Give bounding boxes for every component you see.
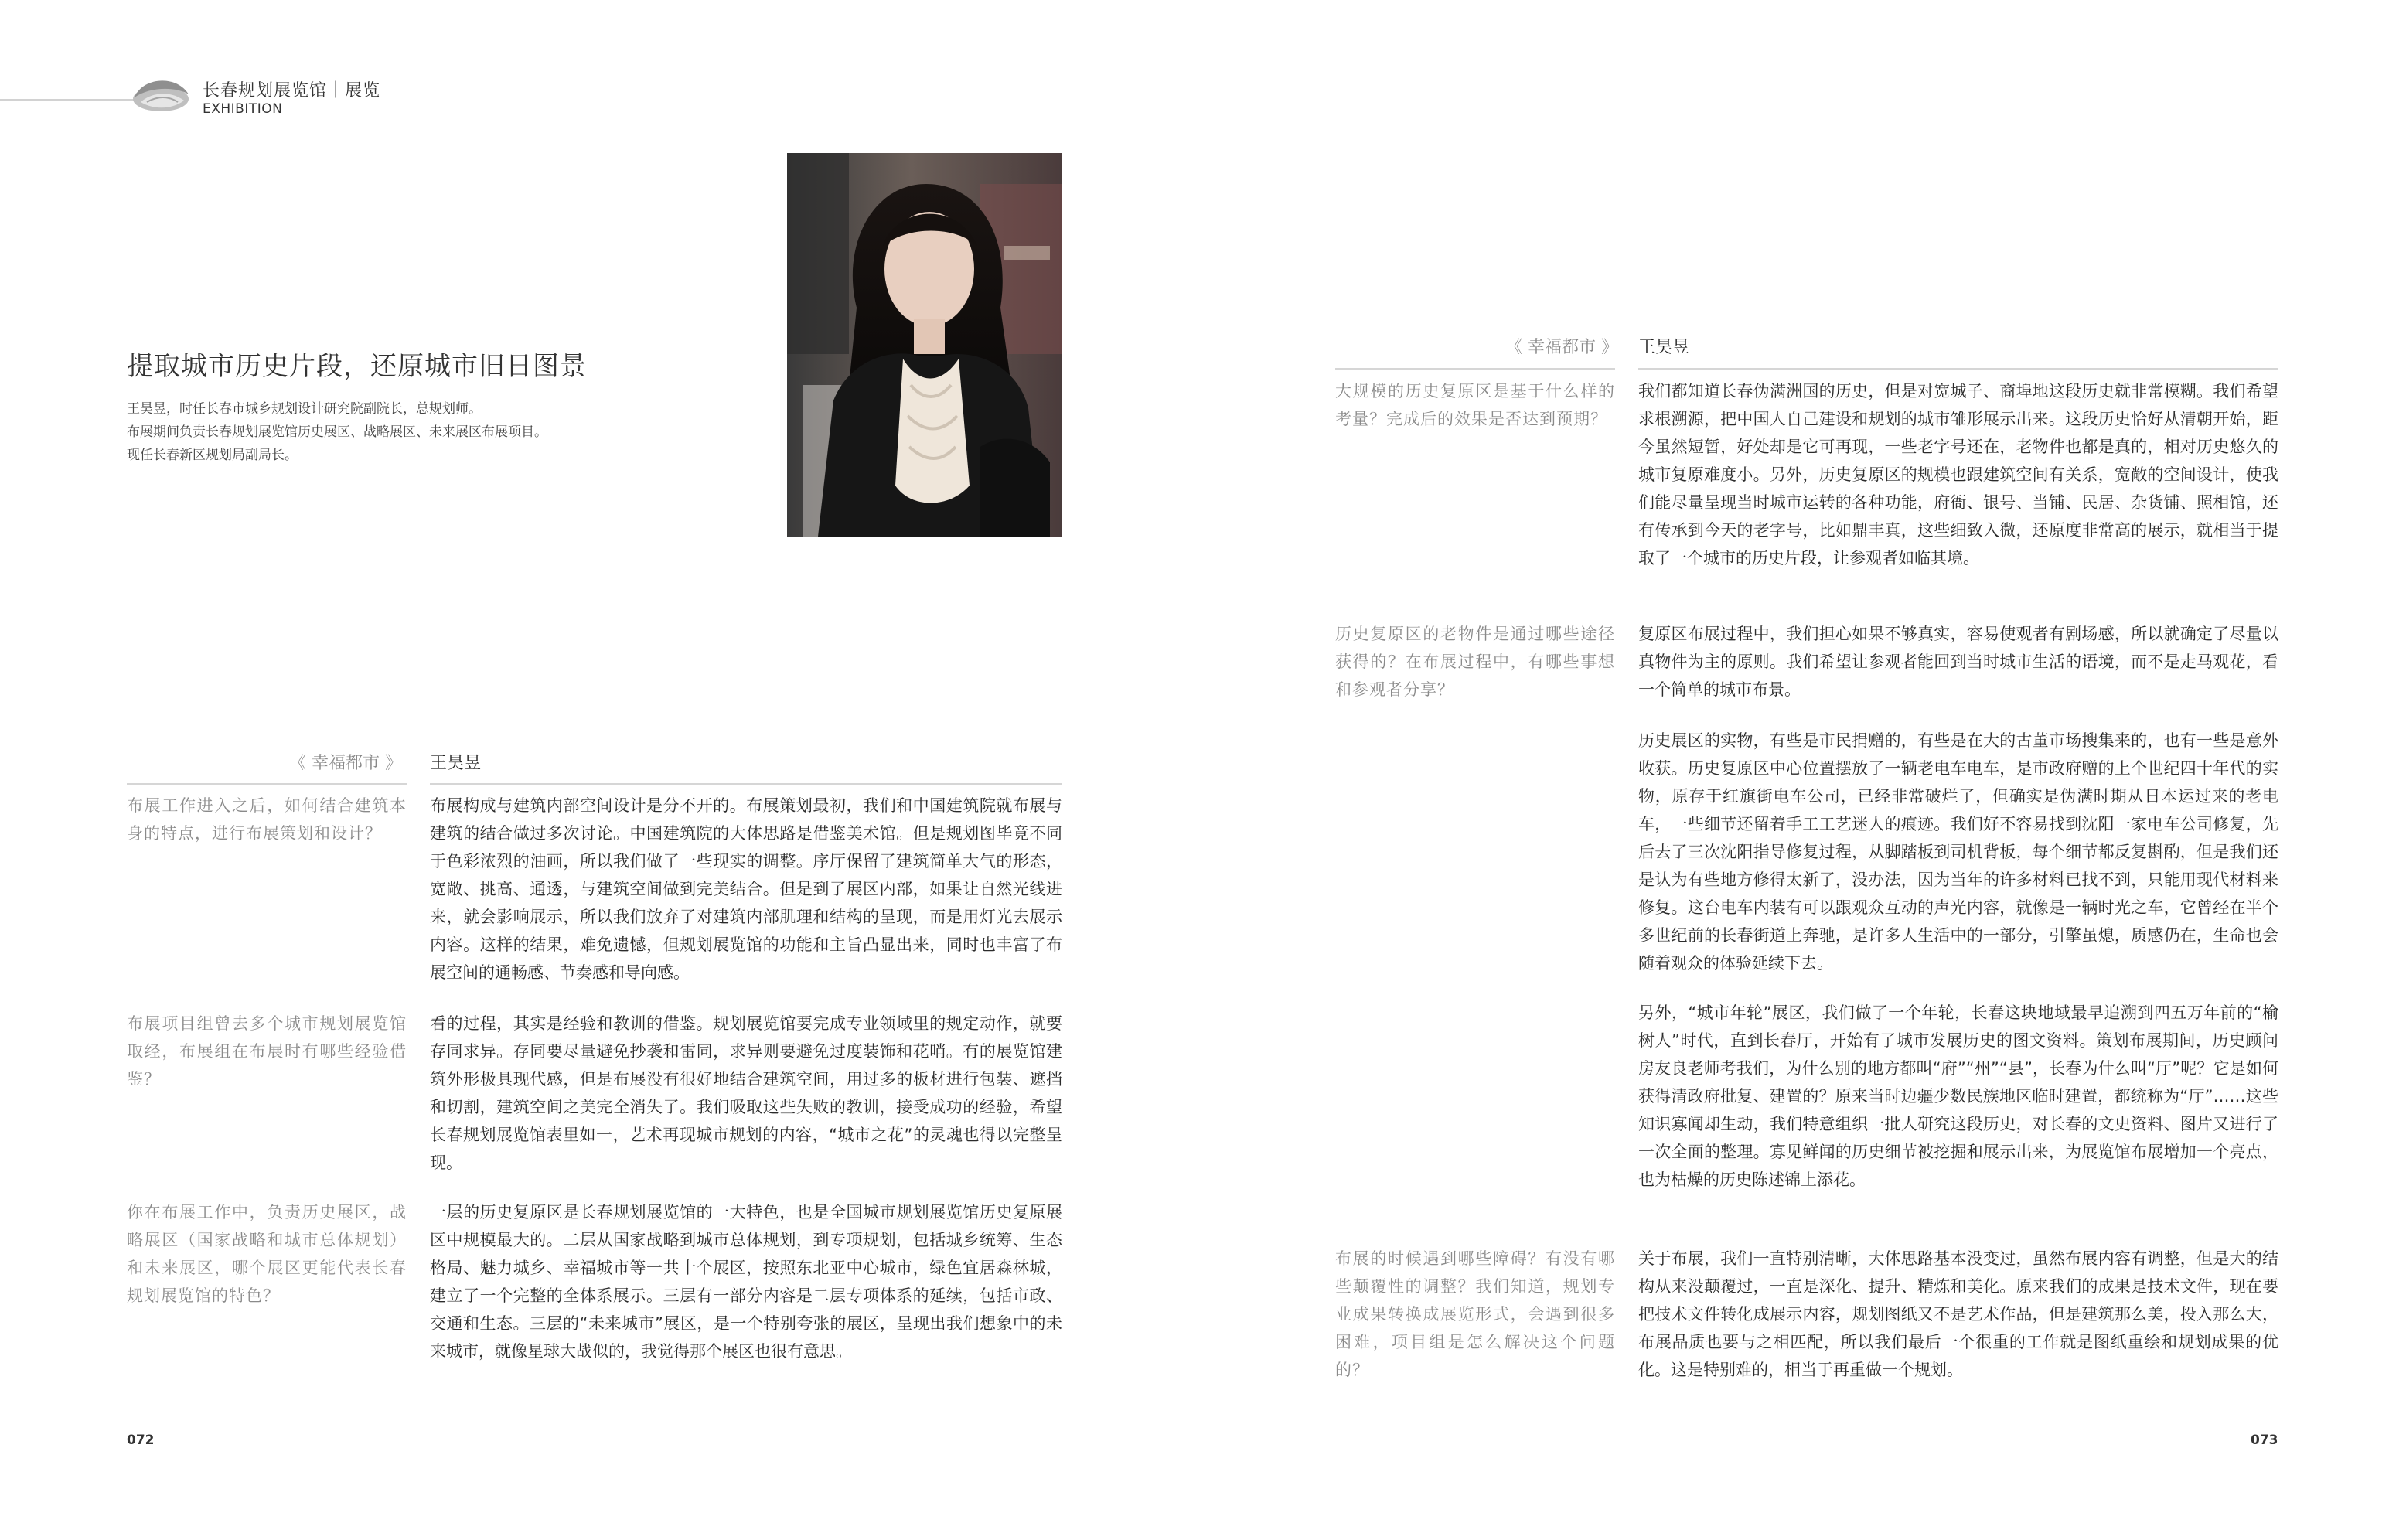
answer-text: 关于布展，我们一直特别清晰，大体思路基本没变过，虽然布展内容有调整，但是大的结构从来没颠覆过，一直是深化、提升、精炼和美化。原来我们的成果是技术文件，现在要把技术文件转化成展示内容，规划图纸又不是艺术作品，但是建筑那么美，投入那么大，布展品质也要与之相匹配，所以我们最后一个很重的工作就是图纸重绘和规划成果的优化。这是特别难的，相当于再重做一个规划。 bbox=[1638, 1249, 2278, 1379]
answer-text: 我们都知道长春伪满洲国的历史，但是对宽城子、商埠地这段历史就非常模糊。我们希望求根溯源，把中国人自己建设和规划的城市雏形展示出来。这段历史恰好从清朝开始，距今虽然短暂，好处却是它可再现，一些老字号还在，老物件也都是真的，相对历史悠久的城市复原难度小。另外，历史复原区的规模也跟建筑空间有关系，宽敞的空间设计，使我们能尽量呈现当时城市运转的各种功能，府衙、银号、当铺、民居、杂货铺、照相馆，还有传承到今天的老字号，比如鼎丰真，这些细致入微，还原度非常高的展示，就相当于提取了一个城市的历史片段，让参观者如临其境。 bbox=[1638, 382, 2278, 567]
header-title: 长春规划展览馆｜展览 bbox=[203, 81, 381, 101]
question-text: 你在布展工作中，负责历史展区，战略展区（国家战略和城市总体规划）和未来展区，哪个展区更能代表长春规划展览馆的特色？ bbox=[127, 1203, 407, 1305]
page-number: 073 bbox=[2251, 1433, 2278, 1448]
answer-text: 历史展区的实物，有些是市民捐赠的，有些是在大的古董市场搜集来的，也有一些是意外收获。历史复原区中心位置摆放了一辆老电车电车，是市政府赠的上个世纪四十年代的实物，原存于红旗街电车公司，已经非常破烂了，但确实是伪满时期从日本运过来的老电车，一些细节还留着手工工艺迷人的痕迹。我们好不容易找到沈阳一家电车公司修复，先后去了三次沈阳指导修复过程，从脚踏板到司机背板，每个细节都反复斟酌，但是我们还是认为有些地方修得太新了，没办法，因为当年的许多材料已找不到，只能用现代材料来修复。这台电车内装有可以跟观众互动的声光内容，就像是一辆时光之车，它曾经在半个多世纪前的长春街道上奔驰，是许多人生活中的一部分，引擎虽熄，质感仍在，生命也会随着观众的体验延续下去。 bbox=[1638, 731, 2278, 973]
bio-line: 现任长春新区规划局副局长。 bbox=[127, 448, 298, 463]
answer-text: 看的过程，其实是经验和教训的借鉴。规划展览馆要完成专业领域里的规定动作，就要存同求异。存同要尽量避免抄袭和雷同，求异则要避免过度装饰和花哨。有的展览馆建筑外形极具现代感，但是布展没有很好地结合建筑空间，用过多的板材进行包装、遮挡和切割，建筑空间之美完全消失了。我们吸取这些失败的教训，接受成功的经验，希望长春规划展览馆表里如一，艺术再现城市规划的内容，“城市之花”的灵魂也得以完整呈现。 bbox=[430, 1014, 1062, 1172]
interviewee-name: 王昊昱 bbox=[430, 754, 482, 773]
question-text: 布展的时候遇到哪些障碍？有没有哪些颠覆性的调整？我们知道，规划专业成果转换成展览形式，会遇到很多困难，项目组是怎么解决这个问题的？ bbox=[1335, 1249, 1615, 1379]
bio-line: 布展期间负责长春规划展览馆历史展区、战略展区、未来展区布展项目。 bbox=[127, 424, 547, 440]
exhibition-hall-logo-icon bbox=[130, 71, 192, 116]
byline-rule bbox=[127, 783, 407, 785]
question-text: 布展工作进入之后，如何结合建筑本身的特点，进行布展策划和设计？ bbox=[127, 796, 407, 843]
byline-rule bbox=[430, 783, 1062, 785]
source-label: 《 幸福都市 》 bbox=[1505, 338, 1618, 357]
question-text: 布展项目组曾去多个城市规划展览馆取经，布展组在布展时有哪些经验借鉴？ bbox=[127, 1014, 407, 1089]
question-text: 历史复原区的老物件是通过哪些途径获得的？在布展过程中，有哪些事想和参观者分享？ bbox=[1335, 625, 1615, 699]
bio-line: 王昊昱，时任长春市城乡规划设计研究院副院长，总规划师。 bbox=[127, 401, 482, 417]
question-text: 大规模的历史复原区是基于什么样的考量？完成后的效果是否达到预期？ bbox=[1335, 382, 1615, 428]
left-page bbox=[0, 0, 1194, 1540]
answer-text: 一层的历史复原区是长春规划展览馆的一大特色，也是全国城市规划展览馆历史复原展区中规模最大的。二层从国家战略到城市总体规划，到专项规划，包括城乡统筹、生态格局、魅力城乡、幸福城市等一共十个展区，按照东北亚中心城市，绿色宜居森林城，建立了一个完整的全体系展示。三层有一部分内容是二层专项体系的延续，包括市政、交通和生态。三层的“未来城市”展区，是一个特别夸张的展区，呈现出我们想象中的未来城市，就像星球大战似的，我觉得那个展区也很有意思。 bbox=[430, 1203, 1062, 1361]
header-subtitle: EXHIBITION bbox=[203, 101, 283, 117]
answer-text: 复原区布展过程中，我们担心如果不够真实，容易使观者有剧场感，所以就确定了尽量以真物件为主的原则。我们希望让参观者能回到当时城市生活的语境，而不是走马观花，看一个简单的城市布景。 bbox=[1638, 625, 2278, 699]
author-bio bbox=[127, 397, 745, 467]
page-number: 072 bbox=[127, 1433, 155, 1448]
author-portrait-photo bbox=[787, 153, 1062, 537]
source-label: 《 幸福都市 》 bbox=[289, 754, 402, 773]
answer-text: 布展构成与建筑内部空间设计是分不开的。布展策划最初，我们和中国建筑院就布展与建筑的结合做过多次讨论。中国建筑院的大体思路是借鉴美术馆。但是规划图毕竟不同于色彩浓烈的油画，所以我们做了一些现实的调整。序厅保留了建筑简单大气的形态，宽敞、挑高、通透，与建筑空间做到完美结合。但是到了展区内部，如果让自然光线进来，就会影响展示，所以我们放弃了对建筑内部肌理和结构的呈现，而是用灯光去展示内容。这样的结果，难免遗憾，但规划展览馆的功能和主旨凸显出来，同时也丰富了布展空间的通畅感、节奏感和导向感。 bbox=[430, 796, 1062, 982]
interviewee-name: 王昊昱 bbox=[1638, 338, 1690, 357]
byline-rule bbox=[1638, 368, 2278, 370]
article-title: 提取城市历史片段，还原城市旧日图景 bbox=[127, 351, 587, 382]
byline-rule bbox=[1335, 368, 1615, 370]
answer-text: 另外，“城市年轮”展区，我们做了一个年轮，长春这块地域最早追溯到四五万年前的“榆树人”时代，直到长春厅，开始有了城市发展历史的图文资料。策划布展期间，历史顾问房友良老师考我们，为什么别的地方都叫“府”“州”“县”，长春为什么叫“厅”呢？它是如何获得清政府批复、建置的？原来当时边疆少数民族地区临时建置，都统称为“厅”……这些知识寡闻却生动，我们特意组织一批人研究这段历史，对长春的文史资料、图片又进行了一次全面的整理。寡见鲜闻的历史细节被挖掘和展示出来，为展览馆布展增加一个亮点，也为枯燥的历史陈述锦上添花。 bbox=[1638, 1003, 2278, 1189]
right-page bbox=[1194, 0, 2389, 1540]
